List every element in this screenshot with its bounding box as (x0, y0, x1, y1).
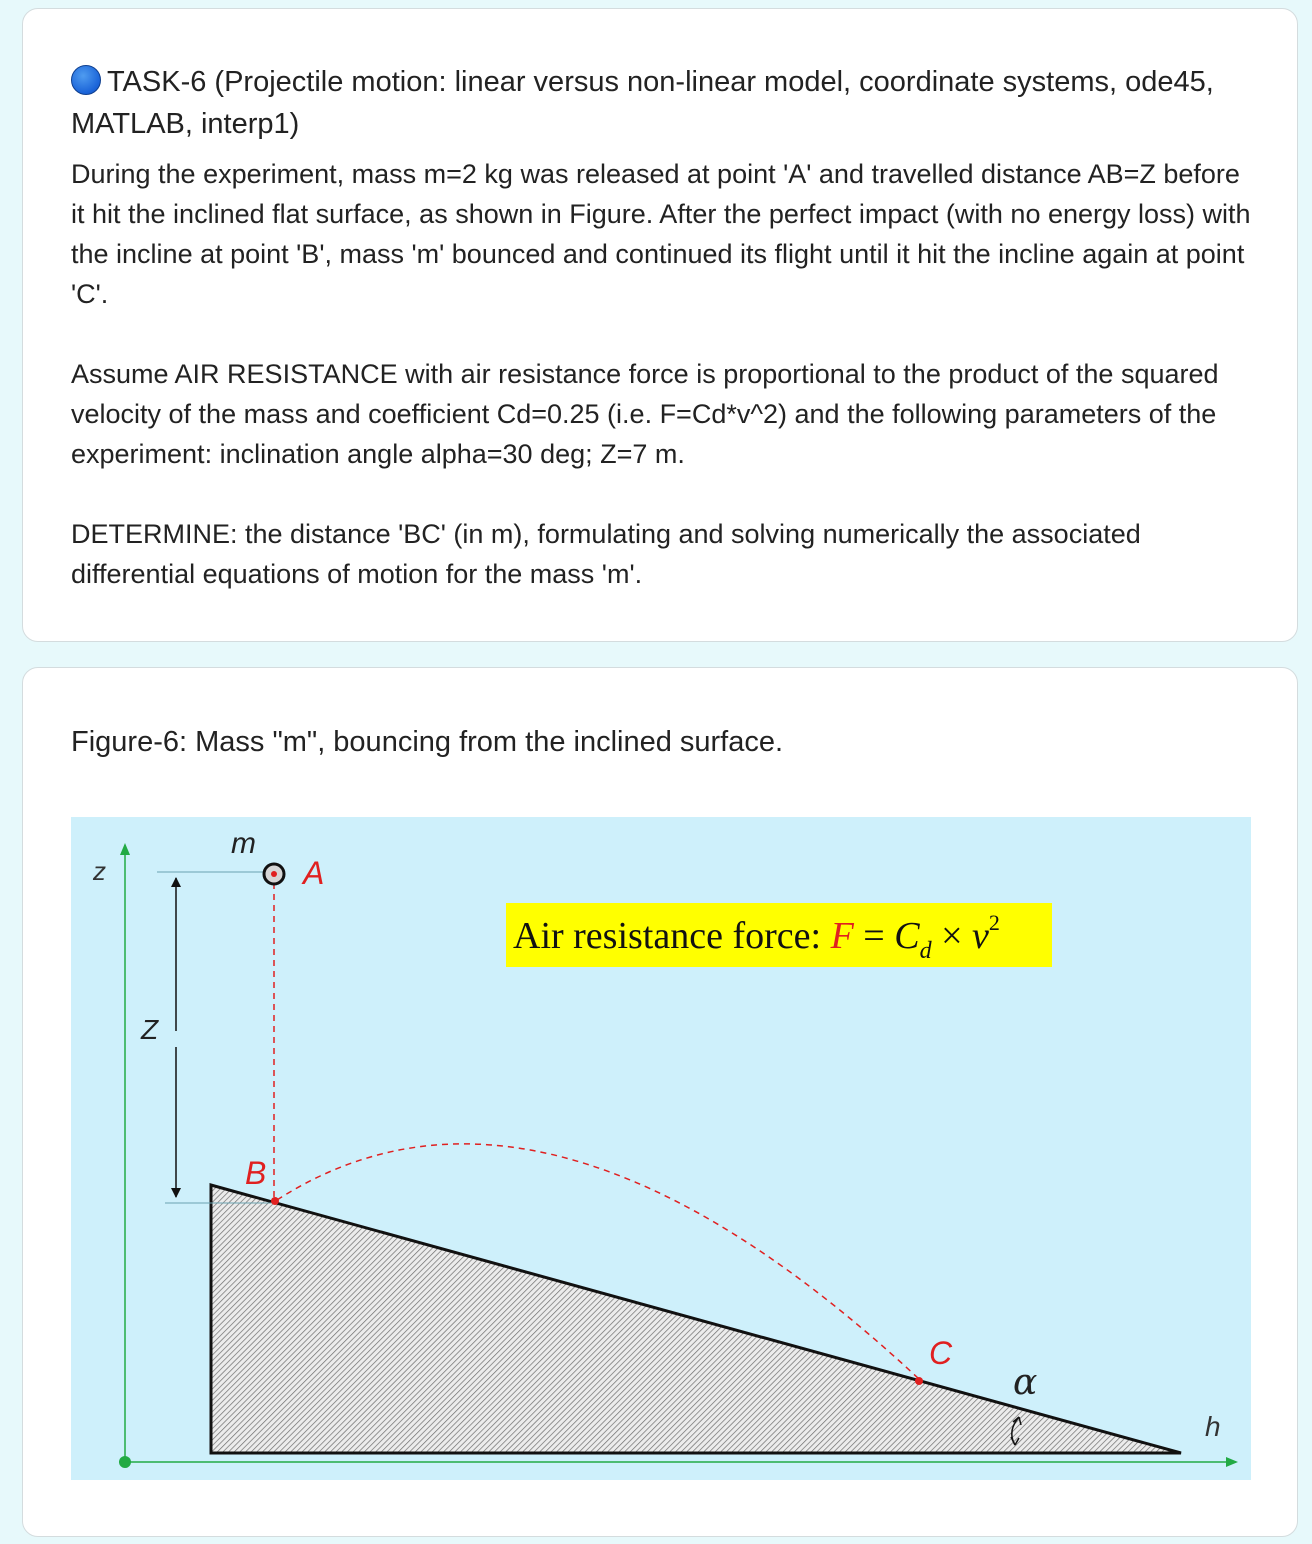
formula-velocity: v (972, 915, 989, 957)
blue-circle-icon (71, 65, 101, 95)
incline-diagram (71, 817, 1251, 1480)
mass-center-dot (271, 871, 277, 877)
point-a-label: A (303, 855, 325, 891)
task-assumptions: Assume AIR RESISTANCE with air resistance force is proportional to the product of the squared velocity of the mass and coefficient Cd=0.25 (i.e. F=Cd*v^2) and the following parameters of the experiment: inclination angle alpha=30 deg; Z=7 m. (71, 359, 1219, 469)
formula-subscript: d (919, 938, 932, 964)
figure-card (22, 667, 1298, 1537)
task-description: During the experiment, mass m=2 kg was released at point 'A' and travelled distance AB=Z before it hit the inclined flat surface, as shown in Figure. After the perfect impact (with no energy loss) with the incline at point 'B', mass 'm' bounced and continued its flight until it hit the incline again at point 'C'. (71, 159, 1251, 309)
formula-superscript: 2 (988, 910, 1000, 935)
mass-label: m (231, 827, 256, 860)
formula-equals: = (853, 915, 895, 957)
height-label: Z (141, 1014, 159, 1045)
h-axis-label: h (1205, 1411, 1221, 1442)
z-axis-label: z (93, 856, 106, 886)
point-c-label: C (929, 1335, 953, 1371)
point-b-label: B (245, 1155, 267, 1191)
formula-times: × (931, 915, 973, 957)
formula-coefficient: C (894, 915, 920, 957)
task-title: TASK-6 (Projectile motion: linear versus non-linear model, coordinate systems, ode45, MATLAB, interp1) (71, 66, 1214, 140)
task-determine: DETERMINE: the distance 'BC' (in m), formulating and solving numerically the associated differential equations of motion for the mass 'm'. (71, 519, 1141, 589)
task-card (22, 8, 1298, 642)
formula-lhs: F (830, 915, 854, 957)
figure-caption: Figure-6: Mass "m", bouncing from the inclined surface. (71, 726, 784, 758)
task-heading (71, 61, 1251, 145)
point-b-dot (271, 1197, 279, 1205)
point-c-dot (915, 1377, 923, 1385)
origin-point (119, 1456, 131, 1468)
angle-label: α (1013, 1362, 1038, 1403)
formula-prefix: Air resistance force: (513, 915, 831, 957)
